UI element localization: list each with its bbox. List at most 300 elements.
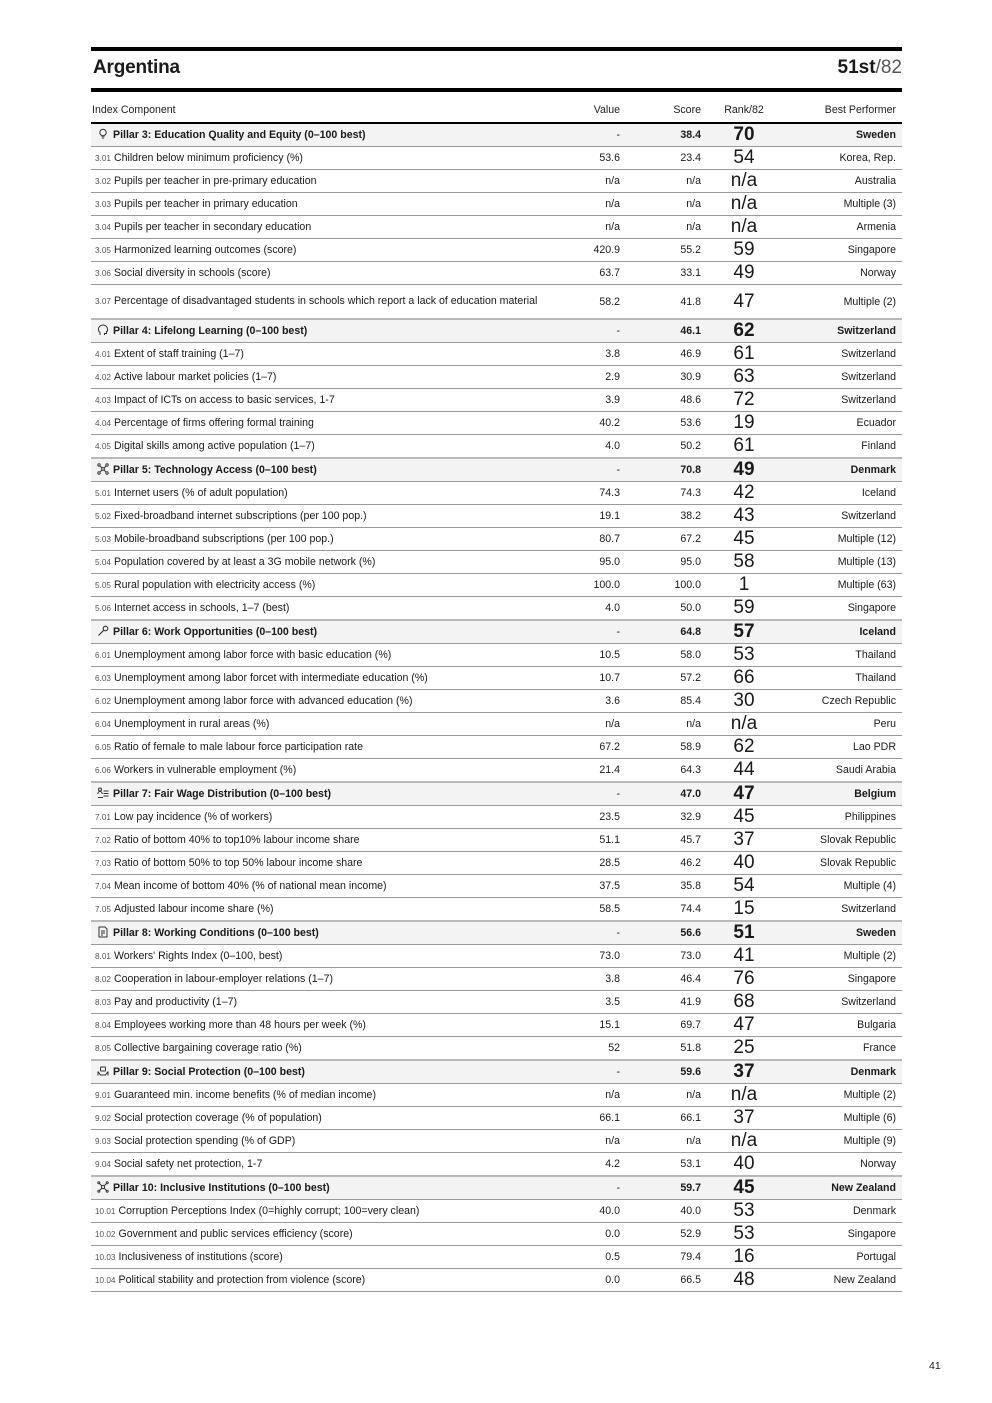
indicator-rank: 25 [707,1037,787,1061]
indicator-best-performer: Peru [787,713,902,736]
pillar-best-performer: Switzerland [787,319,902,343]
indicator-best-performer: Singapore [787,239,902,262]
indicator-cell [91,1269,558,1292]
indicator-score: 95.0 [626,551,707,574]
indicator-score: n/a [626,216,707,239]
table-row [91,1037,902,1061]
pillar-score: 70.8 [626,458,707,482]
indicator-label: Active labour market policies (1–7) [113,370,277,383]
indicator-best-performer: Singapore [787,1223,902,1246]
indicator-cell [91,1107,558,1130]
indicator-best-performer: Australia [787,170,902,193]
indicator-rank: 40 [707,852,787,875]
indicator-label: Workers' Rights Index (0–100, best) [113,949,283,962]
pillar-row [91,620,902,644]
indicator-cell [91,1130,558,1153]
indicator-rank: 49 [707,262,787,285]
indicator-code: 4.03 [95,395,111,405]
indicator-value: 28.5 [558,852,626,875]
indicator-rank: 61 [707,435,787,459]
indicator-score: 100.0 [626,574,707,597]
indicator-best-performer: Multiple (2) [787,285,902,320]
indicator-score: 46.4 [626,968,707,991]
table-row [91,1153,902,1177]
pillar-title: Pillar 4: Lifelong Learning (0–100 best) [113,325,308,337]
indicator-value: n/a [558,713,626,736]
table-row [91,1246,902,1269]
pillar-value: - [558,319,626,343]
indicator-score: 30.9 [626,366,707,389]
indicator-label: Political stability and protection from violence (score) [118,1273,366,1286]
pillar-rank: 57 [707,620,787,644]
pillar-row [91,319,902,343]
indicator-rank: 58 [707,551,787,574]
indicator-cell [91,551,558,574]
indicator-rank: 42 [707,482,787,505]
indicator-label: Rural population with electricity access (%) [113,578,316,591]
indicator-value: n/a [558,216,626,239]
indicator-score: n/a [626,1130,707,1153]
indicator-rank: n/a [707,193,787,216]
indicator-score: 58.0 [626,644,707,667]
indicator-code: 3.02 [95,176,111,186]
indicator-score: n/a [626,713,707,736]
indicator-label: Guaranteed min. income benefits (% of median income) [113,1088,376,1101]
pillar-title-cell [91,458,558,482]
indicator-label: Percentage of firms offering formal training [113,416,314,429]
indicator-label: Children below minimum proficiency (%) [113,151,303,164]
pillar-value: - [558,620,626,644]
indicator-best-performer: Slovak Republic [787,829,902,852]
indicator-code: 3.06 [95,268,111,278]
indicator-value: 53.6 [558,147,626,170]
indicator-rank: 54 [707,875,787,898]
indicator-cell [91,216,558,239]
indicator-best-performer: Armenia [787,216,902,239]
indicator-cell [91,239,558,262]
indicator-score: 55.2 [626,239,707,262]
pillar-row [91,1176,902,1200]
indicator-best-performer: Ecuador [787,412,902,435]
indicator-best-performer: Norway [787,262,902,285]
indicator-cell [91,193,558,216]
indicator-cell [91,1084,558,1107]
indicator-cell [91,945,558,968]
table-row [91,239,902,262]
column-header-best: Best Performer [787,100,902,123]
table-row [91,193,902,216]
indicator-rank: 44 [707,759,787,783]
pillar-title-cell [91,782,558,806]
indicator-value: 95.0 [558,551,626,574]
indicator-value: 37.5 [558,875,626,898]
indicator-label: Internet access in schools, 1–7 (best) [113,601,290,614]
indicator-label: Ratio of bottom 50% to top 50% labour income share [113,856,363,869]
table-row [91,829,902,852]
table-row [91,667,902,690]
indicator-code: 3.04 [95,222,111,232]
indicator-value: 3.9 [558,389,626,412]
indicator-value: n/a [558,193,626,216]
table-row [91,285,902,320]
indicator-cell [91,1014,558,1037]
indicator-code: 4.05 [95,441,111,451]
indicator-code: 6.03 [95,673,111,683]
table-row [91,574,902,597]
indicator-value: 63.7 [558,262,626,285]
pillar-score: 59.7 [626,1176,707,1200]
indicator-score: n/a [626,170,707,193]
column-header-score: Score [626,100,707,123]
indicator-rank: 53 [707,1200,787,1223]
indicator-label: Mobile-broadband subscriptions (per 100 pop.) [113,532,334,545]
pillar-score: 46.1 [626,319,707,343]
indicator-cell [91,667,558,690]
column-header-component: Index Component [91,100,558,123]
pillar-value: - [558,782,626,806]
indicator-score: 67.2 [626,528,707,551]
indicator-code: 5.03 [95,534,111,544]
network-icon [97,463,109,475]
indicator-code: 8.01 [95,951,111,961]
indicator-rank: 53 [707,1223,787,1246]
indicator-score: 66.1 [626,1107,707,1130]
indicator-best-performer: Saudi Arabia [787,759,902,783]
table-row [91,1269,902,1292]
indicator-score: n/a [626,193,707,216]
indicator-score: 74.3 [626,482,707,505]
indicator-rank: 37 [707,1107,787,1130]
pillar-best-performer: Denmark [787,458,902,482]
indicator-best-performer: Multiple (6) [787,1107,902,1130]
indicator-best-performer: Finland [787,435,902,459]
indicator-score: n/a [626,1084,707,1107]
indicator-cell [91,875,558,898]
indicator-best-performer: Singapore [787,968,902,991]
table-row [91,435,902,459]
indicator-rank: 41 [707,945,787,968]
pillar-score: 59.6 [626,1060,707,1084]
indicator-value: 15.1 [558,1014,626,1037]
indicator-best-performer: Multiple (3) [787,193,902,216]
indicator-code: 10.03 [95,1252,116,1262]
indicator-cell [91,262,558,285]
pillar-row [91,123,902,147]
pillar-best-performer: Iceland [787,620,902,644]
indicator-code: 6.04 [95,719,111,729]
table-row [91,759,902,783]
indicator-rank: 54 [707,147,787,170]
indicator-code: 3.03 [95,199,111,209]
indicator-value: 73.0 [558,945,626,968]
table-row [91,1084,902,1107]
lightbulb-icon [97,128,109,140]
indicator-value: 3.8 [558,343,626,366]
indicator-value: 74.3 [558,482,626,505]
indicator-rank: n/a [707,170,787,193]
indicator-label: Internet users (% of adult population) [113,486,288,499]
indicator-score: 33.1 [626,262,707,285]
indicator-label: Unemployment among labor forcet with intermediate education (%) [113,671,428,684]
indicator-value: 0.0 [558,1269,626,1292]
indicator-best-performer: Switzerland [787,366,902,389]
indicator-best-performer: Portugal [787,1246,902,1269]
indicator-value: 67.2 [558,736,626,759]
overall-rank [838,57,902,79]
indicator-cell [91,147,558,170]
indicator-value: 40.2 [558,412,626,435]
table-row [91,713,902,736]
indicator-score: 53.1 [626,1153,707,1177]
indicator-label: Unemployment among labor force with basic education (%) [113,648,392,661]
indicator-label: Pupils per teacher in primary education [113,197,298,210]
indicator-cell [91,852,558,875]
indicator-score: 32.9 [626,806,707,829]
country-header [91,51,902,92]
indicator-best-performer: Multiple (63) [787,574,902,597]
pillar-title-cell [91,1176,558,1200]
indicator-rank: 48 [707,1269,787,1292]
indicator-cell [91,343,558,366]
indicator-score: 53.6 [626,412,707,435]
indicator-cell [91,829,558,852]
indicator-best-performer: Philippines [787,806,902,829]
indicator-rank: 15 [707,898,787,922]
table-row [91,343,902,366]
table-row [91,528,902,551]
pillar-rank: 49 [707,458,787,482]
indicator-rank: 53 [707,644,787,667]
table-row [91,597,902,621]
pillar-value: - [558,921,626,945]
pillar-row [91,1060,902,1084]
indicator-score: 85.4 [626,690,707,713]
indicator-cell [91,1200,558,1223]
indicator-rank: 72 [707,389,787,412]
indicator-cell [91,1037,558,1061]
indicator-rank: 16 [707,1246,787,1269]
indicator-label: Digital skills among active population (1–7) [113,439,315,452]
indicator-code: 5.05 [95,580,111,590]
indicator-code: 4.04 [95,418,111,428]
indicator-cell [91,898,558,922]
table-row [91,875,902,898]
indicator-code: 10.01 [95,1206,116,1216]
indicator-best-performer: Norway [787,1153,902,1177]
indicator-code: 7.01 [95,812,111,822]
indicator-value: 4.0 [558,597,626,621]
index-table [91,100,902,1292]
indicator-code: 6.06 [95,765,111,775]
table-row [91,412,902,435]
indicator-score: 50.2 [626,435,707,459]
indicator-rank: n/a [707,713,787,736]
indicator-value: 19.1 [558,505,626,528]
indicator-code: 10.04 [95,1275,116,1285]
indicator-best-performer: Switzerland [787,991,902,1014]
indicator-code: 3.07 [95,297,111,306]
indicator-best-performer: Switzerland [787,343,902,366]
indicator-best-performer: Czech Republic [787,690,902,713]
indicator-value: 52 [558,1037,626,1061]
pillar-rank: 51 [707,921,787,945]
indicator-score: 69.7 [626,1014,707,1037]
indicator-code: 5.01 [95,488,111,498]
table-row [91,991,902,1014]
indicator-label: Pay and productivity (1–7) [113,995,238,1008]
indicator-value: 0.0 [558,1223,626,1246]
indicator-best-performer: Multiple (9) [787,1130,902,1153]
indicator-label: Social safety net protection, 1-7 [113,1157,263,1170]
indicator-label: Inclusiveness of institutions (score) [118,1250,283,1263]
indicator-best-performer: Thailand [787,644,902,667]
indicator-cell [91,1153,558,1177]
indicator-cell [91,759,558,783]
indicator-best-performer: Switzerland [787,505,902,528]
table-row [91,1107,902,1130]
pillar-title: Pillar 10: Inclusive Institutions (0–100 best) [113,1182,330,1194]
report-page [91,47,902,1292]
pillar-rank: 47 [707,782,787,806]
indicator-score: 51.8 [626,1037,707,1061]
table-row [91,505,902,528]
pillar-title-cell [91,123,558,147]
indicator-best-performer: Iceland [787,482,902,505]
indicator-value: 100.0 [558,574,626,597]
pillar-title: Pillar 7: Fair Wage Distribution (0–100 best) [113,788,332,800]
indicator-score: 40.0 [626,1200,707,1223]
indicator-cell [91,435,558,459]
indicator-score: 73.0 [626,945,707,968]
indicator-value: n/a [558,1130,626,1153]
pillar-best-performer: Sweden [787,123,902,147]
people-network-icon [97,1181,109,1193]
indicator-label: Social protection coverage (% of population) [113,1111,322,1124]
indicator-rank: 43 [707,505,787,528]
indicator-best-performer: Multiple (2) [787,945,902,968]
indicator-best-performer: Multiple (12) [787,528,902,551]
pillar-score: 64.8 [626,620,707,644]
indicator-score: 41.9 [626,991,707,1014]
indicator-score: 79.4 [626,1246,707,1269]
indicator-cell [91,574,558,597]
pillar-title-cell [91,1060,558,1084]
indicator-value: 0.5 [558,1246,626,1269]
pillar-best-performer: Belgium [787,782,902,806]
indicator-cell [91,412,558,435]
indicator-label: Cooperation in labour-employer relations (1–7) [113,972,333,985]
indicator-code: 9.01 [95,1090,111,1100]
indicator-score: 52.9 [626,1223,707,1246]
indicator-cell [91,366,558,389]
indicator-value: n/a [558,1084,626,1107]
table-row [91,1014,902,1037]
indicator-value: 23.5 [558,806,626,829]
indicator-label: Workers in vulnerable employment (%) [113,763,297,776]
indicator-rank: 19 [707,412,787,435]
indicator-label: Population covered by at least a 3G mobile network (%) [113,555,376,568]
indicator-best-performer: Denmark [787,1200,902,1223]
hands-icon [97,1065,109,1077]
indicator-cell [91,968,558,991]
indicator-label: Low pay incidence (% of workers) [113,810,273,823]
indicator-label: Adjusted labour income share (%) [113,902,274,915]
indicator-value: 66.1 [558,1107,626,1130]
pillar-title-cell [91,319,558,343]
pillar-value: - [558,458,626,482]
indicator-rank: 45 [707,528,787,551]
indicator-best-performer: Singapore [787,597,902,621]
indicator-value: 4.2 [558,1153,626,1177]
indicator-rank: 62 [707,736,787,759]
pillar-row [91,921,902,945]
indicator-rank: 61 [707,343,787,366]
indicator-value: 10.5 [558,644,626,667]
indicator-code: 7.02 [95,835,111,845]
indicator-label: Social protection spending (% of GDP) [113,1134,296,1147]
pillar-rank: 45 [707,1176,787,1200]
wrench-icon [97,625,109,637]
indicator-label: Harmonized learning outcomes (score) [113,243,297,256]
indicator-score: 64.3 [626,759,707,783]
indicator-value: 10.7 [558,667,626,690]
indicator-score: 66.5 [626,1269,707,1292]
indicator-cell [91,389,558,412]
indicator-score: 48.6 [626,389,707,412]
indicator-rank: n/a [707,216,787,239]
indicator-value: 21.4 [558,759,626,783]
pillar-title: Pillar 3: Education Quality and Equity (0–100 best) [113,129,366,141]
indicator-rank: 63 [707,366,787,389]
column-header-rank: Rank/82 [707,100,787,123]
indicator-label: Pupils per teacher in secondary education [113,220,312,233]
pillar-value: - [558,1060,626,1084]
indicator-score: 50.0 [626,597,707,621]
indicator-code: 7.03 [95,858,111,868]
indicator-label: Percentage of disadvantaged students in schools which report a lack of education material [113,295,538,307]
indicator-cell [91,285,558,320]
indicator-value: 80.7 [558,528,626,551]
head-icon [97,324,109,336]
indicator-label: Unemployment among labor force with advanced education (%) [113,694,413,707]
indicator-rank: n/a [707,1084,787,1107]
indicator-code: 4.02 [95,372,111,382]
indicator-cell [91,713,558,736]
indicator-code: 8.03 [95,997,111,1007]
pillar-row [91,782,902,806]
table-row [91,945,902,968]
indicator-code: 5.06 [95,603,111,613]
indicator-score: 74.4 [626,898,707,922]
pillar-title: Pillar 9: Social Protection (0–100 best) [113,1066,305,1078]
indicator-label: Impact of ICTs on access to basic services, 1-7 [113,393,335,406]
table-row [91,389,902,412]
indicator-rank: 40 [707,1153,787,1177]
indicator-value: 3.8 [558,968,626,991]
indicator-best-performer: Switzerland [787,898,902,922]
indicator-value: 3.5 [558,991,626,1014]
pillar-best-performer: Sweden [787,921,902,945]
table-row [91,736,902,759]
indicator-label: Extent of staff training (1–7) [113,347,244,360]
indicator-code: 9.03 [95,1136,111,1146]
column-header-value: Value [558,100,626,123]
indicator-best-performer: Switzerland [787,389,902,412]
indicator-score: 57.2 [626,667,707,690]
table-header-row [91,100,902,123]
indicator-label: Pupils per teacher in pre-primary education [113,174,317,187]
indicator-rank: n/a [707,1130,787,1153]
